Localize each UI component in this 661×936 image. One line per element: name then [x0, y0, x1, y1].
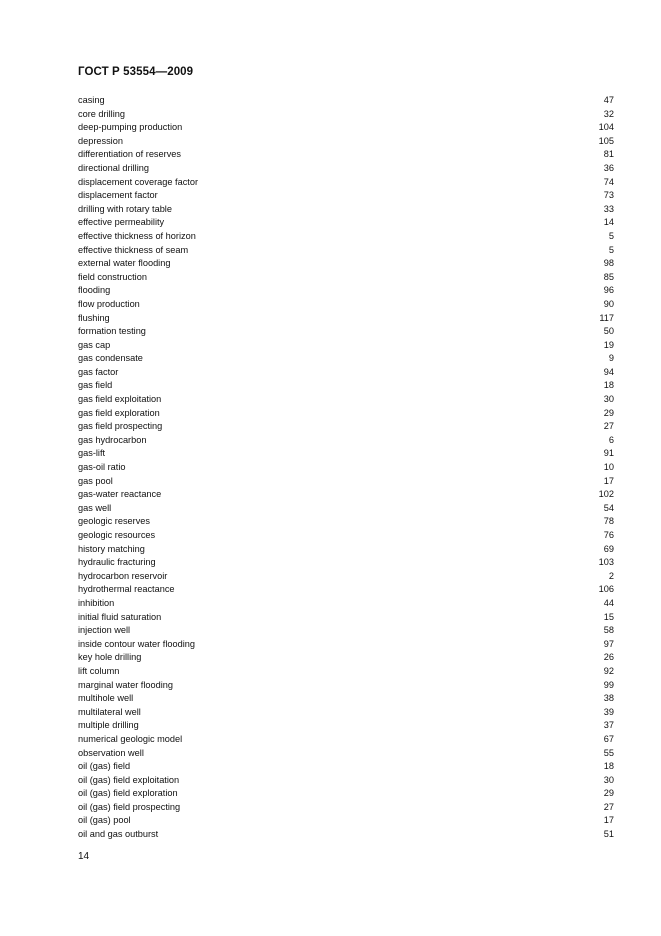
index-term: oil (gas) pool — [78, 815, 131, 826]
index-page-ref: 9 — [608, 353, 614, 364]
index-term: gas pool — [78, 475, 113, 486]
index-entry — [78, 828, 614, 842]
index-term: history matching — [78, 543, 145, 554]
index-page-ref: 54 — [603, 502, 614, 513]
index-page-ref: 39 — [603, 706, 614, 717]
index-page-ref: 81 — [603, 149, 614, 160]
index-term: gas-water reactance — [78, 489, 162, 500]
index-entry — [78, 189, 614, 203]
index-page-ref: 102 — [598, 489, 614, 500]
index-term: observation well — [78, 747, 144, 758]
index-term: gas field exploration — [78, 407, 160, 418]
index-page-ref: 76 — [603, 530, 614, 540]
index-page-ref: 17 — [603, 475, 614, 486]
index-entry — [78, 447, 614, 461]
index-page-ref: 92 — [603, 665, 614, 676]
index-term: geologic resources — [78, 530, 156, 540]
index-term: gas hydrocarbon — [78, 434, 147, 445]
index-entry — [78, 801, 614, 815]
index-page-ref: 73 — [603, 190, 614, 201]
index-entry — [78, 271, 614, 285]
index-page-ref: 106 — [598, 584, 614, 595]
index-page-ref: 90 — [603, 298, 614, 309]
index-entry — [78, 216, 614, 230]
index-entry — [78, 257, 614, 271]
index-entry — [78, 570, 614, 584]
index-entry — [78, 515, 614, 529]
index-page-ref: 58 — [603, 625, 614, 636]
index-term: effective thickness of horizon — [78, 230, 196, 241]
index-term: casing — [78, 95, 105, 105]
index-entry — [78, 379, 614, 393]
index-term: gas factor — [78, 366, 119, 377]
index-page-ref: 97 — [603, 638, 614, 649]
index-term: marginal water flooding — [78, 679, 173, 690]
index-term: numerical geologic model — [78, 733, 183, 744]
index-page-ref: 91 — [603, 448, 614, 459]
index-page-ref: 10 — [603, 462, 614, 473]
index-page-ref: 33 — [603, 203, 614, 214]
index-entry — [78, 393, 614, 407]
index-entry — [78, 339, 614, 353]
index-term: formation testing — [78, 326, 146, 337]
index-entry — [78, 325, 614, 339]
index-term: gas-lift — [78, 448, 106, 459]
index-term: oil (gas) field prospecting — [78, 801, 181, 812]
index-entry — [78, 679, 614, 693]
index-term: gas cap — [78, 339, 111, 350]
index-page-ref: 26 — [603, 652, 614, 663]
index-page-ref: 32 — [603, 108, 614, 119]
index-entry — [78, 434, 614, 448]
index-page-ref: 99 — [603, 679, 614, 690]
index-entry — [78, 529, 614, 543]
index-page-ref: 5 — [608, 230, 614, 241]
index-term: depression — [78, 135, 123, 146]
index-term: differentiation of reserves — [78, 149, 181, 160]
index-term: oil (gas) field — [78, 761, 131, 772]
index-term: field construction — [78, 271, 147, 282]
index-page-ref: 2 — [608, 570, 614, 581]
index-term: multihole well — [78, 693, 134, 704]
index-page-ref: 85 — [603, 271, 614, 282]
document-header: ГОСТ Р 53554—2009 — [78, 66, 194, 78]
index-page-ref: 27 — [603, 801, 614, 812]
index-term: key hole drilling — [78, 652, 142, 663]
index-entry — [78, 121, 614, 135]
index-page-ref: 47 — [603, 95, 614, 105]
index-term: gas well — [78, 502, 112, 513]
index-page-ref: 14 — [603, 217, 614, 228]
index-term: flooding — [78, 285, 111, 296]
index-entry — [78, 502, 614, 516]
index-page-ref: 29 — [603, 788, 614, 799]
index-term: flow production — [78, 298, 140, 309]
index-term: deep-pumping production — [78, 122, 183, 133]
index-entry — [78, 230, 614, 244]
index-entry — [78, 543, 614, 557]
index-term: gas field prospecting — [78, 421, 163, 432]
index-entry — [78, 597, 614, 611]
index-entry — [78, 203, 614, 217]
index-page-ref: 15 — [603, 611, 614, 622]
index-page-ref: 67 — [603, 733, 614, 744]
index-entry — [78, 556, 614, 570]
index-entry — [78, 651, 614, 665]
index-list — [78, 94, 614, 842]
index-entry — [78, 692, 614, 706]
index-entry — [78, 420, 614, 434]
index-page-ref: 18 — [603, 380, 614, 391]
page-number: 14 — [78, 851, 90, 862]
index-entry — [78, 284, 614, 298]
index-entry — [78, 298, 614, 312]
index-page-ref: 19 — [603, 339, 614, 350]
index-page-ref: 27 — [603, 421, 614, 432]
index-page-ref: 74 — [603, 176, 614, 187]
index-entry — [78, 814, 614, 828]
index-term: directional drilling — [78, 162, 149, 173]
index-entry — [78, 719, 614, 733]
index-term: gas field — [78, 380, 113, 391]
index-page-ref: 18 — [603, 761, 614, 772]
index-page-ref: 30 — [603, 394, 614, 405]
index-term: inhibition — [78, 597, 115, 608]
index-term: inside contour water flooding — [78, 638, 195, 649]
index-page-ref: 51 — [603, 829, 614, 840]
index-page-ref: 38 — [603, 693, 614, 704]
index-entry — [78, 475, 614, 489]
index-page-ref: 94 — [603, 366, 614, 377]
index-term: oil (gas) field exploration — [78, 788, 178, 799]
index-entry — [78, 244, 614, 258]
index-page-ref: 103 — [598, 557, 614, 568]
index-term: flushing — [78, 312, 110, 323]
index-page-ref: 50 — [603, 326, 614, 337]
index-page-ref: 117 — [599, 312, 614, 323]
index-page-ref: 6 — [608, 434, 614, 445]
index-term: gas field exploitation — [78, 394, 162, 405]
index-page-ref: 105 — [598, 135, 614, 146]
index-term: hydrocarbon reservoir — [78, 570, 168, 581]
index-page-ref: 96 — [603, 285, 614, 296]
index-page-ref: 36 — [603, 162, 614, 173]
index-term: hydrothermal reactance — [78, 584, 175, 595]
index-entry — [78, 787, 614, 801]
index-term: gas condensate — [78, 353, 143, 364]
index-page-ref: 69 — [603, 543, 614, 554]
index-term: core drilling — [78, 108, 125, 119]
index-page-ref: 5 — [608, 244, 614, 255]
index-entry — [78, 774, 614, 788]
index-entry — [78, 352, 614, 366]
index-entry — [78, 638, 614, 652]
index-entry — [78, 583, 614, 597]
index-entry — [78, 665, 614, 679]
index-term: initial fluid saturation — [78, 611, 162, 622]
index-term: gas-oil ratio — [78, 462, 126, 473]
index-entry — [78, 135, 614, 149]
index-term: injection well — [78, 625, 131, 636]
index-entry — [78, 407, 614, 421]
index-entry — [78, 733, 614, 747]
index-term: effective permeability — [78, 217, 165, 228]
index-term: oil (gas) field exploitation — [78, 774, 180, 785]
index-entry — [78, 611, 614, 625]
index-term: external water flooding — [78, 258, 171, 269]
index-term: oil and gas outburst — [78, 829, 159, 840]
index-entry — [78, 162, 614, 176]
index-entry — [78, 747, 614, 761]
index-entry — [78, 94, 614, 108]
index-page-ref: 44 — [603, 597, 614, 608]
index-entry — [78, 108, 614, 122]
index-term: displacement coverage factor — [78, 176, 199, 187]
index-entry — [78, 488, 614, 502]
index-term: drilling with rotary table — [78, 203, 172, 214]
index-term: hydraulic fracturing — [78, 557, 156, 568]
index-term: displacement factor — [78, 190, 158, 201]
index-entry — [78, 366, 614, 380]
index-entry — [78, 760, 614, 774]
index-page-ref: 78 — [603, 516, 614, 527]
index-entry — [78, 624, 614, 638]
index-entry — [78, 706, 614, 720]
index-entry — [78, 312, 614, 326]
index-page-ref: 37 — [603, 720, 614, 731]
index-entry — [78, 176, 614, 190]
index-page-ref: 17 — [603, 815, 614, 826]
index-term: lift column — [78, 665, 120, 676]
index-term: multilateral well — [78, 706, 141, 717]
index-term: effective thickness of seam — [78, 244, 189, 255]
index-entry — [78, 461, 614, 475]
index-page-ref: 30 — [603, 774, 614, 785]
index-term: geologic reserves — [78, 516, 151, 527]
index-page-ref: 104 — [598, 122, 614, 133]
index-entry — [78, 148, 614, 162]
index-page-ref: 98 — [603, 258, 614, 269]
index-page-ref: 29 — [603, 407, 614, 418]
index-term: multiple drilling — [78, 720, 139, 731]
index-page-ref: 55 — [603, 747, 614, 758]
